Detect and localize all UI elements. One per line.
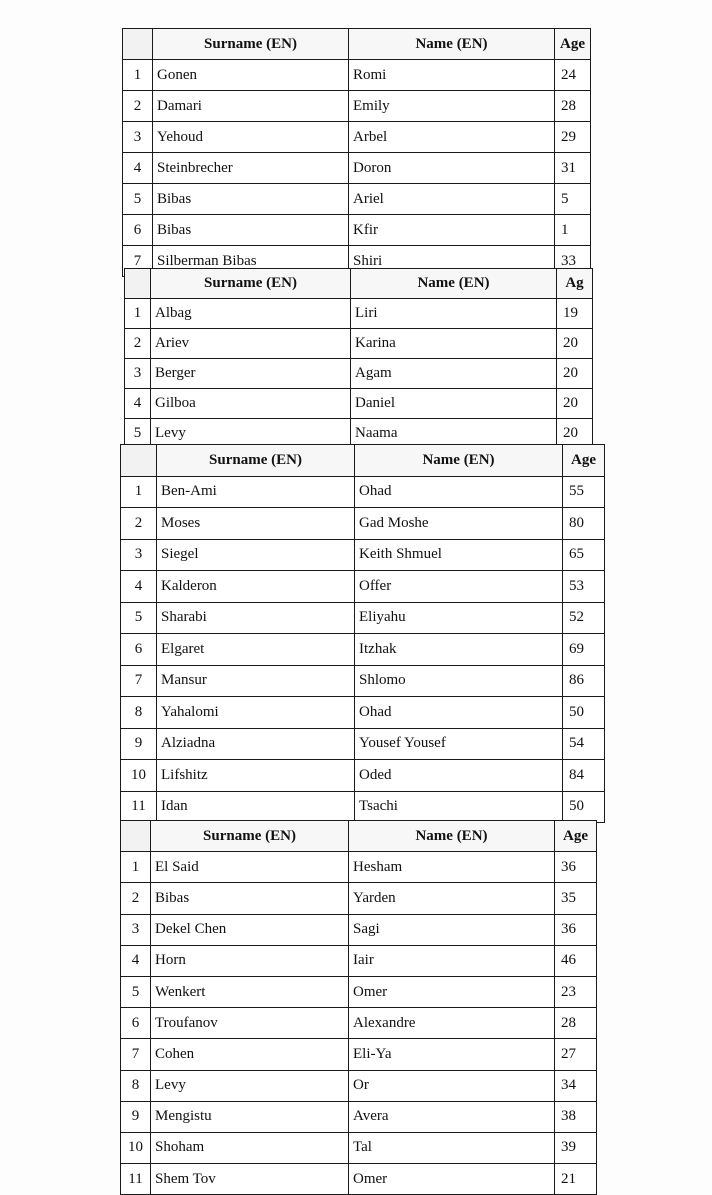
- surname-cell: Levy: [151, 419, 351, 449]
- row-number-header: [125, 269, 151, 299]
- age-cell: 38: [555, 1101, 597, 1132]
- surname-cell: Ariev: [151, 329, 351, 359]
- age-cell: 55: [563, 476, 605, 508]
- row-number-header: [121, 821, 151, 852]
- table-row: [121, 976, 597, 1007]
- surname-cell: Berger: [151, 359, 351, 389]
- name-cell: Shlomo: [355, 665, 563, 697]
- row-number-cell: 4: [121, 945, 151, 976]
- row-number-cell: 3: [125, 359, 151, 389]
- name-cell: Alexandre: [349, 1008, 555, 1039]
- row-number-cell: 4: [125, 389, 151, 419]
- table-row: [121, 1070, 597, 1101]
- table-row: [123, 91, 591, 122]
- table-row: [121, 508, 605, 540]
- row-number-cell: 9: [121, 728, 157, 760]
- surname-cell: Shem Tov: [151, 1164, 349, 1195]
- surname-cell: Cohen: [151, 1039, 349, 1070]
- age-cell: 1: [555, 215, 591, 246]
- table-1: [122, 28, 591, 277]
- surname-header: Surname (EN): [151, 821, 349, 852]
- surname-header: Surname (EN): [157, 445, 355, 477]
- surname-cell: Idan: [157, 791, 355, 823]
- table-4: [120, 820, 597, 1195]
- age-header: Age: [555, 821, 597, 852]
- age-cell: 54: [563, 728, 605, 760]
- surname-cell: Siegel: [157, 539, 355, 571]
- row-number-cell: 4: [121, 571, 157, 603]
- age-cell: 86: [563, 665, 605, 697]
- name-cell: Naama: [351, 419, 557, 449]
- age-cell: 46: [555, 945, 597, 976]
- age-cell: 50: [563, 697, 605, 729]
- age-cell: 52: [563, 602, 605, 634]
- name-cell: Doron: [349, 153, 555, 184]
- name-cell: Oded: [355, 760, 563, 792]
- age-cell: 36: [555, 852, 597, 883]
- name-cell: Agam: [351, 359, 557, 389]
- age-cell: 24: [555, 60, 591, 91]
- surname-cell: Levy: [151, 1070, 349, 1101]
- row-number-header: [123, 29, 153, 60]
- age-cell: 20: [557, 359, 593, 389]
- table-row: [123, 184, 591, 215]
- row-number-cell: 8: [121, 1070, 151, 1101]
- surname-cell: Gilboa: [151, 389, 351, 419]
- surname-cell: Sharabi: [157, 602, 355, 634]
- table-row: [121, 852, 597, 883]
- row-number-cell: 2: [123, 91, 153, 122]
- row-number-cell: 10: [121, 1132, 151, 1163]
- name-cell: Ohad: [355, 697, 563, 729]
- name-cell: Ohad: [355, 476, 563, 508]
- name-cell: Arbel: [349, 122, 555, 153]
- table-row: [121, 1101, 597, 1132]
- surname-cell: Silberman Bibas: [153, 246, 349, 277]
- name-header: Name (EN): [351, 269, 557, 299]
- surname-cell: Dekel Chen: [151, 914, 349, 945]
- surname-cell: Yahalomi: [157, 697, 355, 729]
- table-row: [123, 153, 591, 184]
- name-cell: Yarden: [349, 883, 555, 914]
- header-row: [121, 445, 605, 477]
- age-cell: 84: [563, 760, 605, 792]
- surname-cell: Troufanov: [151, 1008, 349, 1039]
- name-header: Name (EN): [355, 445, 563, 477]
- name-cell: Hesham: [349, 852, 555, 883]
- age-cell: 39: [555, 1132, 597, 1163]
- row-number-cell: 5: [121, 602, 157, 634]
- table-row: [121, 665, 605, 697]
- name-cell: Ariel: [349, 184, 555, 215]
- name-header: Name (EN): [349, 821, 555, 852]
- age-cell: 29: [555, 122, 591, 153]
- row-number-cell: 1: [125, 299, 151, 329]
- table-row: [125, 329, 593, 359]
- name-cell: Gad Moshe: [355, 508, 563, 540]
- surname-cell: Shoham: [151, 1132, 349, 1163]
- table-3: [120, 444, 605, 823]
- age-cell: 31: [555, 153, 591, 184]
- row-number-cell: 2: [121, 508, 157, 540]
- table-row: [121, 1008, 597, 1039]
- age-header: Ag: [557, 269, 593, 299]
- surname-header: Surname (EN): [151, 269, 351, 299]
- surname-cell: Alziadna: [157, 728, 355, 760]
- row-number-cell: 3: [121, 539, 157, 571]
- age-cell: 20: [557, 419, 593, 449]
- surname-cell: Lifshitz: [157, 760, 355, 792]
- row-number-cell: 8: [121, 697, 157, 729]
- name-cell: Eliyahu: [355, 602, 563, 634]
- surname-header: Surname (EN): [153, 29, 349, 60]
- table-row: [125, 389, 593, 419]
- name-cell: Omer: [349, 1164, 555, 1195]
- table-row: [125, 299, 593, 329]
- row-number-cell: 3: [123, 122, 153, 153]
- row-number-cell: 3: [121, 914, 151, 945]
- age-cell: 34: [555, 1070, 597, 1101]
- row-number-cell: 7: [121, 665, 157, 697]
- table-row: [121, 539, 605, 571]
- age-cell: 69: [563, 634, 605, 666]
- name-header: Name (EN): [349, 29, 555, 60]
- row-number-cell: 1: [121, 852, 151, 883]
- surname-cell: Kalderon: [157, 571, 355, 603]
- name-cell: Itzhak: [355, 634, 563, 666]
- row-number-cell: 9: [121, 1101, 151, 1132]
- surname-cell: Mengistu: [151, 1101, 349, 1132]
- row-number-cell: 7: [123, 246, 153, 277]
- header-row: [121, 821, 597, 852]
- age-cell: 65: [563, 539, 605, 571]
- name-cell: Or: [349, 1070, 555, 1101]
- age-cell: 28: [555, 91, 591, 122]
- table-row: [121, 1164, 597, 1195]
- surname-cell: Mansur: [157, 665, 355, 697]
- row-number-header: [121, 445, 157, 477]
- surname-cell: Bibas: [153, 215, 349, 246]
- row-number-cell: 7: [121, 1039, 151, 1070]
- surname-cell: Ben-Ami: [157, 476, 355, 508]
- table-row: [121, 634, 605, 666]
- age-cell: 19: [557, 299, 593, 329]
- age-cell: 33: [555, 246, 591, 277]
- table-row: [121, 602, 605, 634]
- name-cell: Yousef Yousef: [355, 728, 563, 760]
- surname-cell: Bibas: [153, 184, 349, 215]
- surname-cell: Gonen: [153, 60, 349, 91]
- table-row: [121, 728, 605, 760]
- row-number-cell: 6: [123, 215, 153, 246]
- surname-cell: El Said: [151, 852, 349, 883]
- row-number-cell: 2: [125, 329, 151, 359]
- surname-cell: Albag: [151, 299, 351, 329]
- name-cell: Eli-Ya: [349, 1039, 555, 1070]
- row-number-cell: 10: [121, 760, 157, 792]
- row-number-cell: 2: [121, 883, 151, 914]
- table-row: [121, 760, 605, 792]
- age-header: Age: [563, 445, 605, 477]
- table-row: [121, 883, 597, 914]
- name-cell: Keith Shmuel: [355, 539, 563, 571]
- row-number-cell: 11: [121, 791, 157, 823]
- row-number-cell: 4: [123, 153, 153, 184]
- name-cell: Avera: [349, 1101, 555, 1132]
- surname-cell: Damari: [153, 91, 349, 122]
- name-cell: Daniel: [351, 389, 557, 419]
- name-cell: Emily: [349, 91, 555, 122]
- age-cell: 36: [555, 914, 597, 945]
- name-cell: Karina: [351, 329, 557, 359]
- name-cell: Tal: [349, 1132, 555, 1163]
- table-row: [121, 1132, 597, 1163]
- age-cell: 80: [563, 508, 605, 540]
- header-row: [123, 29, 591, 60]
- row-number-cell: 6: [121, 634, 157, 666]
- table-row: [121, 476, 605, 508]
- name-cell: Sagi: [349, 914, 555, 945]
- table-row: [121, 571, 605, 603]
- table-row: [121, 914, 597, 945]
- age-cell: 5: [555, 184, 591, 215]
- table-row: [125, 359, 593, 389]
- age-cell: 35: [555, 883, 597, 914]
- table-row: [121, 945, 597, 976]
- surname-cell: Bibas: [151, 883, 349, 914]
- surname-cell: Horn: [151, 945, 349, 976]
- table-row: [123, 122, 591, 153]
- age-cell: 23: [555, 976, 597, 1007]
- age-header: Age: [555, 29, 591, 60]
- row-number-cell: 5: [123, 184, 153, 215]
- name-cell: Omer: [349, 976, 555, 1007]
- age-cell: 28: [555, 1008, 597, 1039]
- row-number-cell: 1: [123, 60, 153, 91]
- name-cell: Romi: [349, 60, 555, 91]
- name-cell: Liri: [351, 299, 557, 329]
- table-row: [121, 697, 605, 729]
- name-cell: Iair: [349, 945, 555, 976]
- table-row: [121, 1039, 597, 1070]
- name-cell: Shiri: [349, 246, 555, 277]
- row-number-cell: 6: [121, 1008, 151, 1039]
- surname-cell: Wenkert: [151, 976, 349, 1007]
- surname-cell: Steinbrecher: [153, 153, 349, 184]
- surname-cell: Elgaret: [157, 634, 355, 666]
- row-number-cell: 5: [125, 419, 151, 449]
- name-cell: Offer: [355, 571, 563, 603]
- age-cell: 21: [555, 1164, 597, 1195]
- header-row: [125, 269, 593, 299]
- row-number-cell: 1: [121, 476, 157, 508]
- table-row: [123, 60, 591, 91]
- surname-cell: Moses: [157, 508, 355, 540]
- age-cell: 20: [557, 389, 593, 419]
- table-2: [124, 268, 593, 449]
- age-cell: 50: [563, 791, 605, 823]
- age-cell: 53: [563, 571, 605, 603]
- name-cell: Kfir: [349, 215, 555, 246]
- table-row: [123, 215, 591, 246]
- age-cell: 20: [557, 329, 593, 359]
- table-row: [121, 791, 605, 823]
- row-number-cell: 11: [121, 1164, 151, 1195]
- age-cell: 27: [555, 1039, 597, 1070]
- surname-cell: Yehoud: [153, 122, 349, 153]
- row-number-cell: 5: [121, 976, 151, 1007]
- name-cell: Tsachi: [355, 791, 563, 823]
